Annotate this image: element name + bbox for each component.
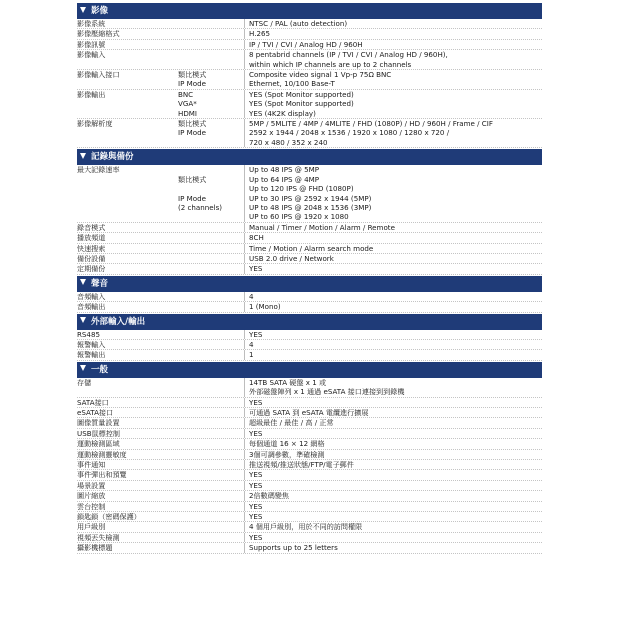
spec-value: Time / Motion / Alarm search mode (249, 243, 374, 253)
spec-sublabel (178, 481, 244, 490)
spec-value: 720 x 480 / 352 x 240 (249, 137, 328, 147)
section-title: 記錄與備份 (91, 152, 134, 163)
spec-sublabel (178, 50, 244, 59)
spec-value: 8 pentabrid channels (IP / TVI / CVI / Analog HD / 960H), (249, 50, 448, 60)
spec-value: 超級最佳 / 最佳 / 高 / 正常 (249, 418, 334, 428)
triangle-down-icon (80, 317, 86, 323)
spec-value: 8CH (249, 233, 264, 243)
spec-sublabel (178, 418, 244, 427)
spec-sublabels (178, 543, 244, 552)
spec-sublabels (178, 350, 244, 359)
spec-sublabel: 類比模式 (178, 119, 207, 129)
spec-values (244, 533, 542, 542)
spec-sheet (77, 2, 542, 554)
spec-row (77, 233, 542, 243)
spec-label: USB鼠標控制 (77, 428, 120, 438)
section-title: 一般 (91, 364, 109, 375)
spec-value: YES (249, 428, 263, 438)
section-header (77, 276, 542, 292)
spec-sublabel: IP Mode (178, 79, 206, 89)
spec-sublabel: (2 channels) (178, 202, 223, 212)
spec-value: IP / TVI / CVI / Analog HD / 960H (249, 39, 363, 49)
spec-sublabel (178, 387, 244, 396)
spec-sublabels (178, 19, 244, 28)
spec-sublabels (178, 233, 244, 242)
spec-row (77, 254, 542, 264)
spec-sublabel (178, 223, 244, 232)
spec-value: YES (249, 397, 263, 407)
spec-label: 音頻輸出 (77, 302, 106, 312)
spec-row (77, 330, 542, 340)
spec-value: YES (Spot Monitor supported) (249, 99, 354, 109)
spec-value: 4 (249, 339, 254, 349)
spec-row (77, 418, 542, 428)
spec-label: 攝影機標題 (77, 543, 113, 553)
spec-value: UP to 30 IPS @ 2592 x 1944 (5MP) (249, 193, 372, 203)
spec-value: YES (249, 264, 263, 274)
spec-label: 影像輸入接口 (77, 70, 120, 80)
spec-sublabels (178, 29, 244, 38)
spec-label: 播放頻道 (77, 233, 106, 243)
triangle-down-icon (80, 7, 86, 13)
spec-label: 視頻丟失檢測 (77, 532, 120, 542)
spec-label: 影像壓縮格式 (77, 29, 120, 39)
spec-value: Up to 64 IPS @ 4MP (249, 174, 319, 184)
spec-value: 2倍數碼變焦 (249, 491, 289, 501)
spec-value: 4 (249, 291, 254, 301)
triangle-down-icon (80, 365, 86, 371)
spec-value: 5MP / 5MLITE / 4MP / 4MLITE / FHD (1080P) / HD / 960H / Frame / CIF (249, 119, 493, 129)
spec-value: Up to 48 IPS @ 5MP (249, 165, 319, 175)
spec-label: 音頻輸入 (77, 291, 106, 301)
spec-sublabel (178, 408, 244, 417)
spec-row (77, 429, 542, 439)
spec-row (77, 408, 542, 418)
spec-values (244, 264, 542, 273)
spec-label: SATA接口 (77, 397, 109, 407)
spec-sublabels (178, 460, 244, 469)
spec-values (244, 378, 542, 397)
spec-row (77, 340, 542, 350)
spec-label: 事件通知 (77, 460, 106, 470)
spec-sublabel (178, 244, 244, 253)
spec-label: 影像訊號 (77, 39, 106, 49)
spec-value: 外部磁盤陣列 x 1 通過 eSATA 接口連接到到錄機 (249, 387, 405, 397)
spec-sublabels (178, 330, 244, 339)
spec-values (244, 233, 542, 242)
spec-row (77, 264, 542, 274)
spec-value: 4 個用戶級別，用於不同的訪問權限 (249, 522, 363, 532)
spec-sublabel (178, 40, 244, 49)
spec-label: 影像輸出 (77, 89, 106, 99)
spec-sublabel: 類比模式 (178, 70, 207, 80)
triangle-down-icon (80, 153, 86, 159)
spec-values (244, 50, 542, 69)
spec-label: 事件彈出和預覽 (77, 470, 127, 480)
spec-value: within which IP channels are up to 2 channels (249, 59, 412, 69)
spec-row (77, 90, 542, 119)
spec-row (77, 460, 542, 470)
spec-sublabel (178, 543, 244, 552)
spec-row (77, 543, 542, 553)
spec-row (77, 502, 542, 512)
spec-sublabels (178, 450, 244, 459)
spec-sublabels (178, 418, 244, 427)
section-title: 外部輸入/輸出 (91, 316, 146, 327)
spec-sublabel (178, 460, 244, 469)
spec-values (244, 350, 542, 359)
spec-row (77, 481, 542, 491)
spec-sublabels (178, 292, 244, 301)
spec-sublabel (178, 398, 244, 407)
spec-row (77, 491, 542, 501)
spec-sublabels (178, 302, 244, 311)
spec-value: Composite video signal 1 Vp-p 75Ω BNC (249, 70, 392, 80)
spec-values (244, 408, 542, 417)
spec-row (77, 244, 542, 254)
spec-row (77, 119, 542, 148)
spec-values (244, 223, 542, 232)
spec-value: H.265 (249, 29, 271, 39)
section-header (77, 314, 542, 330)
spec-values (244, 254, 542, 263)
spec-value: Manual / Timer / Motion / Alarm / Remote (249, 222, 395, 232)
section-title: 影像 (91, 6, 109, 16)
spec-label: 影像輸入 (77, 50, 106, 60)
spec-values (244, 119, 542, 147)
spec-row (77, 29, 542, 39)
section-title: 聲音 (91, 278, 109, 289)
spec-values (244, 512, 542, 521)
spec-sublabel (178, 212, 244, 221)
spec-sublabel (178, 330, 244, 339)
spec-sublabels (178, 244, 244, 253)
spec-value: YES (249, 329, 263, 339)
spec-values (244, 418, 542, 427)
spec-label: 圖像質量設置 (77, 418, 120, 428)
spec-sublabels (178, 481, 244, 490)
spec-sublabels (178, 254, 244, 263)
spec-sublabels (178, 90, 244, 118)
spec-label: 場景設置 (77, 480, 106, 490)
spec-label: 雲台控制 (77, 501, 106, 511)
spec-sublabel (178, 340, 244, 349)
spec-row (77, 512, 542, 522)
spec-sublabel: HDMI (178, 108, 198, 118)
spec-sublabel (178, 302, 244, 311)
spec-row (77, 223, 542, 233)
spec-sublabel: IP Mode (178, 193, 206, 203)
spec-sublabel (178, 292, 244, 301)
section-header (77, 149, 542, 165)
spec-sublabels (178, 70, 244, 89)
spec-label: 報警輸出 (77, 350, 106, 360)
spec-value: YES (249, 512, 263, 522)
spec-sublabel (178, 522, 244, 531)
spec-values (244, 40, 542, 49)
spec-value: Ethernet, 10/100 Base-T (249, 79, 335, 89)
spec-value: 推送視頻/推送狀態/FTP/電子郵件 (249, 460, 354, 470)
spec-value: 1 (249, 350, 254, 360)
spec-label: 運動檢測靈敏度 (77, 449, 127, 459)
spec-sublabel (178, 439, 244, 448)
spec-sublabels (178, 408, 244, 417)
spec-sublabel (178, 19, 244, 28)
spec-sublabels (178, 439, 244, 448)
spec-value: YES (4K2K display) (249, 108, 316, 118)
spec-value: Supports up to 25 letters (249, 543, 338, 553)
spec-sublabel: VGA* (178, 99, 197, 109)
spec-values (244, 302, 542, 311)
spec-label: 用戶級別 (77, 522, 106, 532)
spec-values (244, 340, 542, 349)
spec-value: YES (249, 532, 263, 542)
spec-values (244, 90, 542, 118)
spec-sublabel (178, 470, 244, 479)
spec-sublabel (178, 429, 244, 438)
spec-values (244, 19, 542, 28)
spec-label: 快速搜索 (77, 243, 106, 253)
spec-sublabel (178, 450, 244, 459)
spec-sublabels (178, 119, 244, 147)
spec-sublabel (178, 254, 244, 263)
spec-values (244, 450, 542, 459)
spec-label: RS485 (77, 329, 100, 339)
spec-row (77, 165, 542, 222)
spec-value: USB 2.0 drive / Network (249, 253, 334, 263)
spec-value: YES (249, 501, 263, 511)
spec-value: NTSC / PAL (auto detection) (249, 19, 348, 28)
spec-row (77, 398, 542, 408)
spec-sublabels (178, 340, 244, 349)
spec-row (77, 302, 542, 312)
spec-sublabel (178, 29, 244, 38)
spec-sublabel (178, 491, 244, 500)
spec-row (77, 450, 542, 460)
spec-sublabel (178, 502, 244, 511)
spec-row (77, 533, 542, 543)
spec-sublabel (178, 350, 244, 359)
spec-value: 可通過 SATA 到 eSATA 電纜進行擴展 (249, 408, 369, 417)
spec-label: 錄音模式 (77, 222, 106, 232)
spec-sublabels (178, 50, 244, 69)
spec-values (244, 398, 542, 407)
section-header (77, 3, 542, 19)
spec-value: 2592 x 1944 / 2048 x 1536 / 1920 x 1080 / 1280 x 720 / (249, 128, 450, 138)
spec-value: 14TB SATA 硬盤 x 1 或 (249, 377, 327, 387)
spec-sublabels (178, 264, 244, 273)
spec-value: YES (249, 470, 263, 480)
spec-row (77, 439, 542, 449)
spec-sublabels (178, 40, 244, 49)
spec-values (244, 429, 542, 438)
spec-values (244, 292, 542, 301)
spec-sublabel: 類比模式 (178, 174, 207, 184)
spec-label: eSATA接口 (77, 408, 114, 417)
spec-sublabels (178, 470, 244, 479)
spec-sublabel (178, 184, 244, 193)
spec-sublabel (178, 512, 244, 521)
spec-value: UP to 48 IPS @ 2048 x 1536 (3MP) (249, 202, 372, 212)
spec-label: 影像解析度 (77, 119, 113, 129)
spec-label: 圖片縮放 (77, 491, 106, 501)
spec-sublabels (178, 378, 244, 397)
spec-sublabel (178, 233, 244, 242)
spec-sublabel (178, 165, 244, 174)
spec-sublabels (178, 502, 244, 511)
spec-sublabel: IP Mode (178, 128, 206, 138)
spec-sublabel (178, 138, 244, 147)
spec-row (77, 292, 542, 302)
spec-values (244, 481, 542, 490)
spec-label: 最大記錄速率 (77, 165, 120, 175)
spec-value: 每個通道 16 × 12 網格 (249, 439, 325, 449)
triangle-down-icon (80, 279, 86, 285)
spec-value: 3個可調參數，準確檢測 (249, 449, 325, 459)
spec-sublabel: BNC (178, 89, 194, 99)
spec-values (244, 460, 542, 469)
spec-row (77, 470, 542, 480)
spec-sublabel (178, 378, 244, 387)
spec-value: 1 (Mono) (249, 302, 281, 312)
spec-values (244, 165, 542, 221)
spec-sublabels (178, 533, 244, 542)
spec-sublabels (178, 522, 244, 531)
spec-values (244, 543, 542, 552)
spec-row (77, 19, 542, 29)
spec-label: 定期備份 (77, 264, 106, 274)
spec-values (244, 470, 542, 479)
spec-values (244, 244, 542, 253)
spec-value: UP to 60 IPS @ 1920 x 1080 (249, 212, 349, 222)
spec-sublabels (178, 429, 244, 438)
spec-values (244, 522, 542, 531)
spec-label: 備份設備 (77, 253, 106, 263)
spec-sublabels (178, 223, 244, 232)
spec-row (77, 522, 542, 532)
spec-row (77, 40, 542, 50)
spec-sublabels (178, 165, 244, 221)
spec-sublabel (178, 533, 244, 542)
spec-values (244, 491, 542, 500)
spec-label: 運動檢測區域 (77, 439, 120, 449)
spec-label: 影像系統 (77, 19, 106, 28)
spec-values (244, 70, 542, 89)
spec-sublabels (178, 398, 244, 407)
spec-values (244, 502, 542, 511)
spec-row (77, 378, 542, 398)
spec-values (244, 330, 542, 339)
spec-row (77, 70, 542, 90)
spec-values (244, 439, 542, 448)
spec-label: 鎖匙鎖（密碼保護） (77, 512, 141, 522)
spec-row (77, 350, 542, 360)
spec-sublabels (178, 512, 244, 521)
spec-value: YES (249, 480, 263, 490)
section-header (77, 362, 542, 378)
spec-row (77, 50, 542, 70)
spec-label: 報警輸入 (77, 339, 106, 349)
spec-label: 存儲 (77, 377, 92, 387)
spec-values (244, 29, 542, 38)
spec-sublabels (178, 491, 244, 500)
spec-value: YES (Spot Monitor supported) (249, 89, 354, 99)
spec-sublabel (178, 264, 244, 273)
spec-value: Up to 120 IPS @ FHD (1080P) (249, 184, 354, 194)
